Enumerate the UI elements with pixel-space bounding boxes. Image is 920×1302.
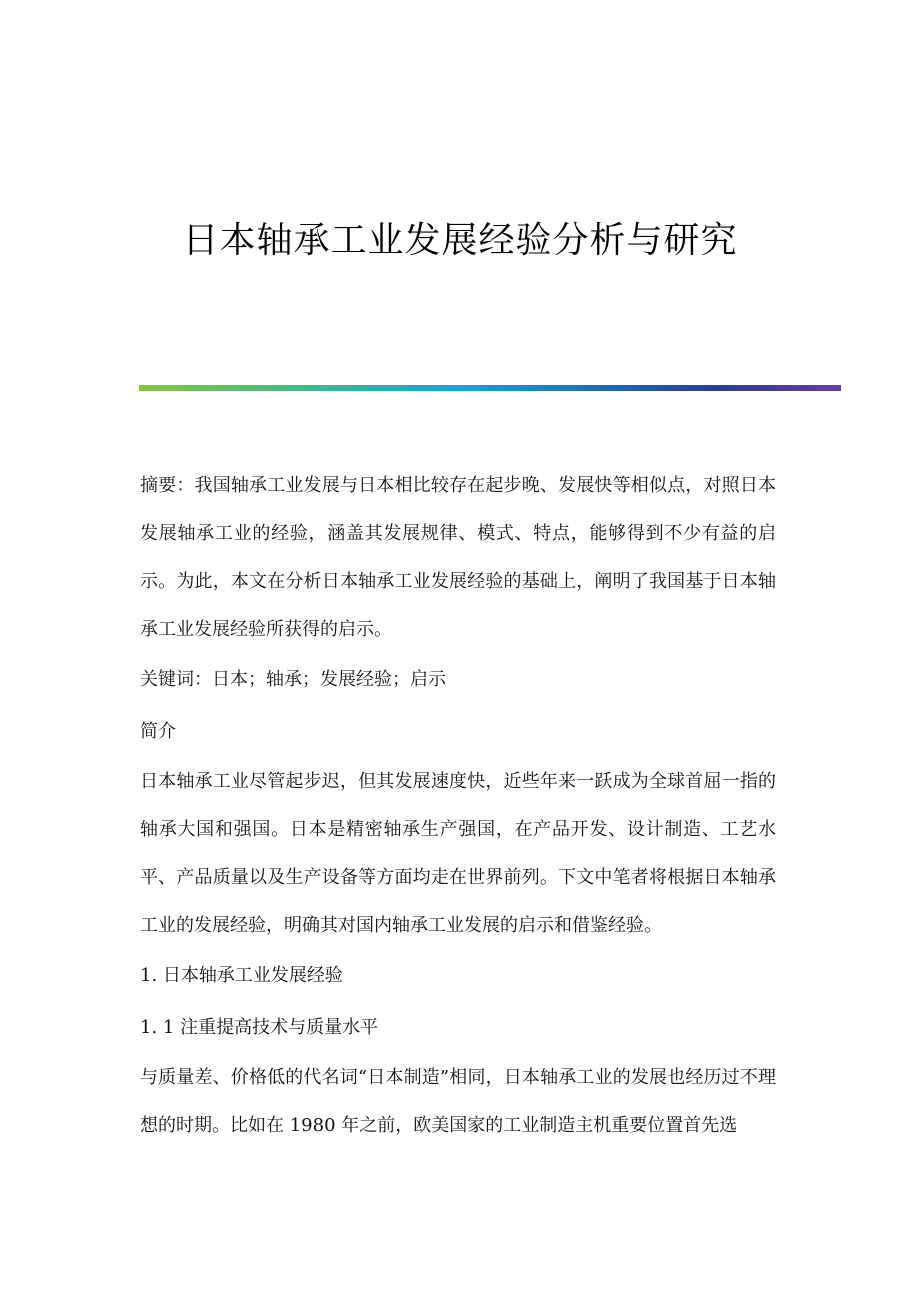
document-body <box>140 462 776 1150</box>
section-1-1-heading: 1. 1 注重提高技术与质量水平 <box>140 1017 379 1038</box>
section-1-heading: 1. 日本轴承工业发展经验 <box>140 965 343 986</box>
document-title: 日本轴承工业发展经验分析与研究 <box>182 220 738 261</box>
title-divider-gradient-bar <box>139 385 841 391</box>
section-1-1-paragraph: 与质量差、价格低的代名词“日本制造”相同，日本轴承工业的发展也经历过不理想的时期。比如在 1980 年之前，欧美国家的工业制造主机重要位置首先选 <box>140 1067 776 1136</box>
keywords-line: 关键词：日本；轴承；发展经验；启示 <box>140 669 446 690</box>
intro-heading: 简介 <box>140 721 176 742</box>
intro-paragraph: 日本轴承工业尽管起步迟，但其发展速度快，近些年来一跃成为全球首屈一指的轴承大国和强国。日本是精密轴承生产强国，在产品开发、设计制造、工艺水平、产品质量以及生产设备等方面均走在世界前列。下文中笔者将根据日本轴承工业的发展经验，明确其对国内轴承工业发展的启示和借鉴经验。 <box>140 771 776 936</box>
abstract-paragraph: 摘要：我国轴承工业发展与日本相比较存在起步晚、发展快等相似点，对照日本发展轴承工业的经验，涵盖其发展规律、模式、特点，能够得到不少有益的启示。为此，本文在分析日本轴承工业发展经验的基础上，阐明了我国基于日本轴承工业发展经验所获得的启示。 <box>140 475 776 640</box>
